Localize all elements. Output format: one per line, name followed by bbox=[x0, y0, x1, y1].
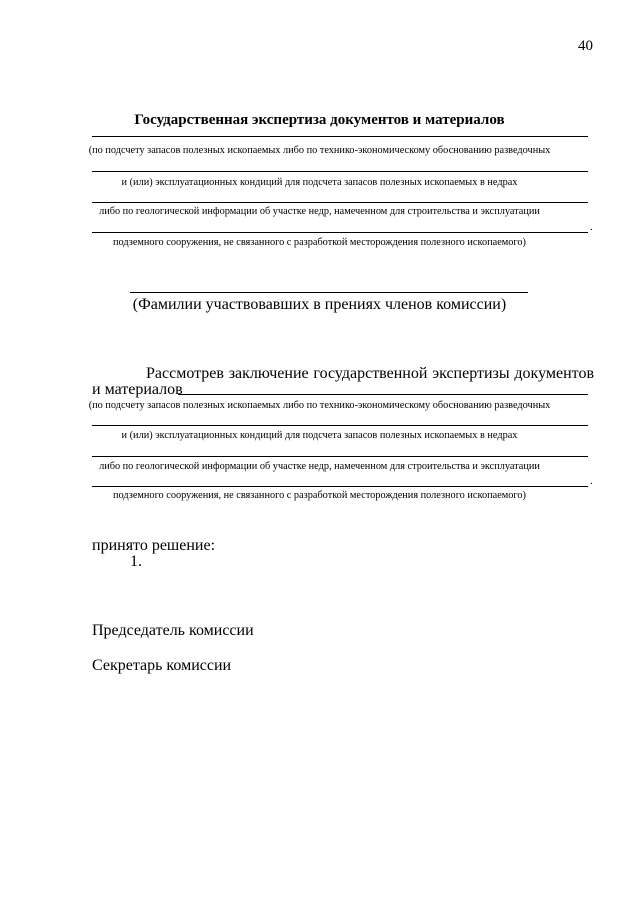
subject-note-line-3: либо по геологической информации об участке недр, намеченном для строительства и эксплуатации bbox=[99, 206, 540, 217]
review-note-line-1: (по подсчету запасов полезных ископаемых либо по технико-экономическому обоснованию разведочных bbox=[88, 400, 551, 411]
subject-note-line-2: и (или) эксплуатационных кондиций для подсчета запасов полезных ископаемых в недрах bbox=[121, 177, 518, 188]
fill-line bbox=[92, 486, 588, 487]
fill-line bbox=[92, 425, 588, 426]
review-note-line-3: либо по геологической информации об участке недр, намеченном для строительства и эксплуатации bbox=[99, 461, 540, 472]
review-note-line-4: подземного сооружения, не связанного с разработкой месторождения полезного ископаемого) bbox=[113, 490, 526, 501]
participants-caption: (Фамилии участвовавших в прениях членов комиссии) bbox=[132, 296, 507, 313]
review-note-line-2: и (или) эксплуатационных кондиций для подсчета запасов полезных ископаемых в недрах bbox=[121, 430, 518, 441]
fill-line bbox=[92, 171, 588, 172]
fill-line bbox=[92, 456, 588, 457]
decision-item-number: 1. bbox=[130, 553, 142, 570]
fill-line bbox=[92, 202, 588, 203]
page-number: 40 bbox=[578, 38, 593, 54]
fill-line bbox=[92, 136, 588, 137]
subject-note-line-4: подземного сооружения, не связанного с разработкой месторождения полезного ископаемого) bbox=[113, 237, 526, 248]
chairman-signature-label: Председатель комиссии bbox=[92, 622, 254, 639]
secretary-signature-label: Секретарь комиссии bbox=[92, 657, 232, 674]
period-mark: . bbox=[590, 221, 593, 233]
fill-line bbox=[92, 232, 588, 233]
review-paragraph-first-line: Рассмотрев заключение государственной экспертизы документов bbox=[146, 365, 594, 382]
participants-fill-line bbox=[130, 292, 528, 293]
fill-line bbox=[178, 394, 588, 395]
decision-label: принято решение: bbox=[92, 537, 216, 554]
period-mark: . bbox=[590, 475, 593, 487]
review-paragraph-second-line: и материалов bbox=[92, 381, 183, 398]
subject-note-line-1: (по подсчету запасов полезных ископаемых либо по технико-экономическому обоснованию разведочных bbox=[88, 145, 551, 156]
document-title: Государственная экспертиза документов и материалов bbox=[134, 112, 505, 128]
